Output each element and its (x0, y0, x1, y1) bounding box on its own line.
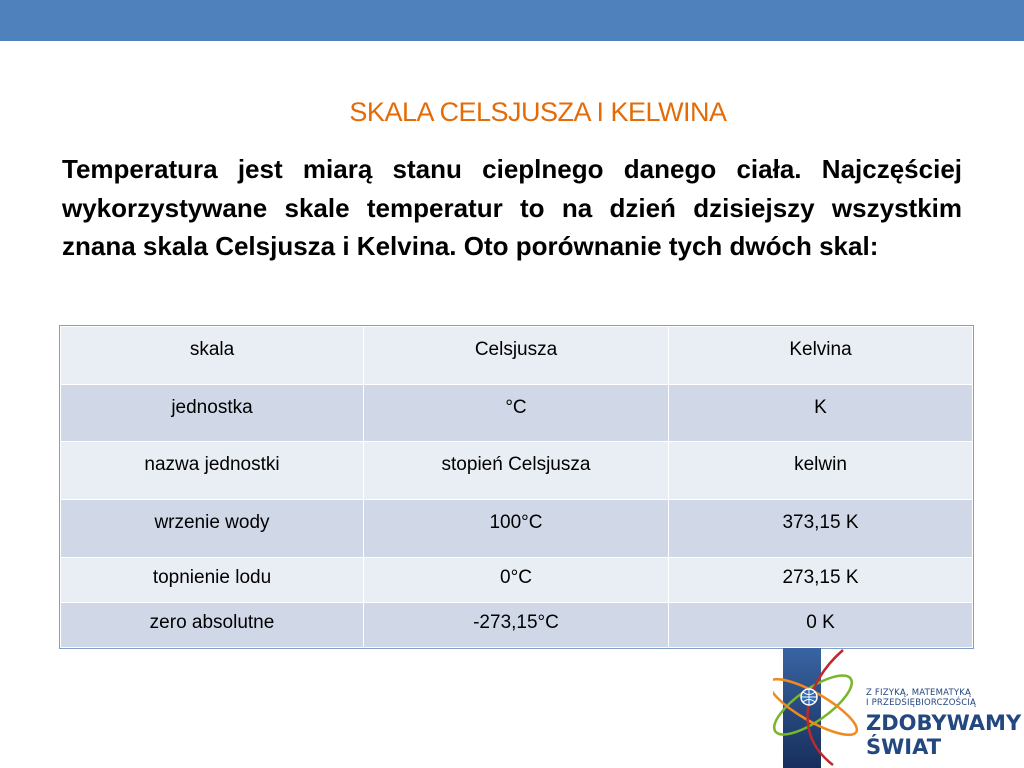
slide-title: SKALA CELSJUSZA I KELWINA (349, 97, 727, 127)
table-cell-kelvin: 373,15 K (669, 500, 973, 558)
table-row (61, 500, 973, 558)
table-cell-celsius: stopień Celsjusza (364, 442, 669, 500)
logo-text (866, 688, 1021, 759)
comparison-table (60, 326, 973, 648)
table-cell-celsius: -273,15°C (364, 603, 669, 648)
table-cell-label: nazwa jednostki (61, 442, 364, 500)
comparison-table-wrapper (60, 326, 972, 648)
table-cell-label: topnienie lodu (61, 558, 364, 603)
top-bar (0, 0, 1024, 41)
logo-line-2: I PRZEDSIĘBIORCZOŚCIĄ (866, 698, 977, 708)
table-row (61, 558, 973, 603)
logo-line-3: ZDOBYWAMY (866, 711, 1022, 735)
logo-line-1: Z FIZYKĄ, MATEMATYKĄ (866, 688, 972, 698)
table-row (61, 385, 973, 442)
table-cell-celsius: °C (364, 385, 669, 442)
intro-paragraph: Temperatura jest miarą stanu cieplnego danego ciała. Najczęściej wykorzystywane skale temperatur to na dzień dzisiejszy wszystkim znana skala Celsjusza i Kelvina. Oto porównanie tych dwóch skal: (62, 154, 962, 261)
logo-line-4: ŚWIAT (866, 735, 942, 759)
table-row (61, 327, 973, 385)
table-cell-kelvin: 273,15 K (669, 558, 973, 603)
table-row (61, 442, 973, 500)
table-row (61, 603, 973, 648)
table-cell-kelvin: 0 K (669, 603, 973, 648)
table-cell-kelvin: K (669, 385, 973, 442)
table-cell-celsius: 100°C (364, 500, 669, 558)
table-cell-kelvin: kelwin (669, 442, 973, 500)
table-cell-label: skala (61, 327, 364, 385)
table-cell-celsius: Celsjusza (364, 327, 669, 385)
table-cell-label: jednostka (61, 385, 364, 442)
table-cell-label: wrzenie wody (61, 500, 364, 558)
table-cell-kelvin: Kelvina (669, 327, 973, 385)
table-cell-label: zero absolutne (61, 603, 364, 648)
table-cell-celsius: 0°C (364, 558, 669, 603)
